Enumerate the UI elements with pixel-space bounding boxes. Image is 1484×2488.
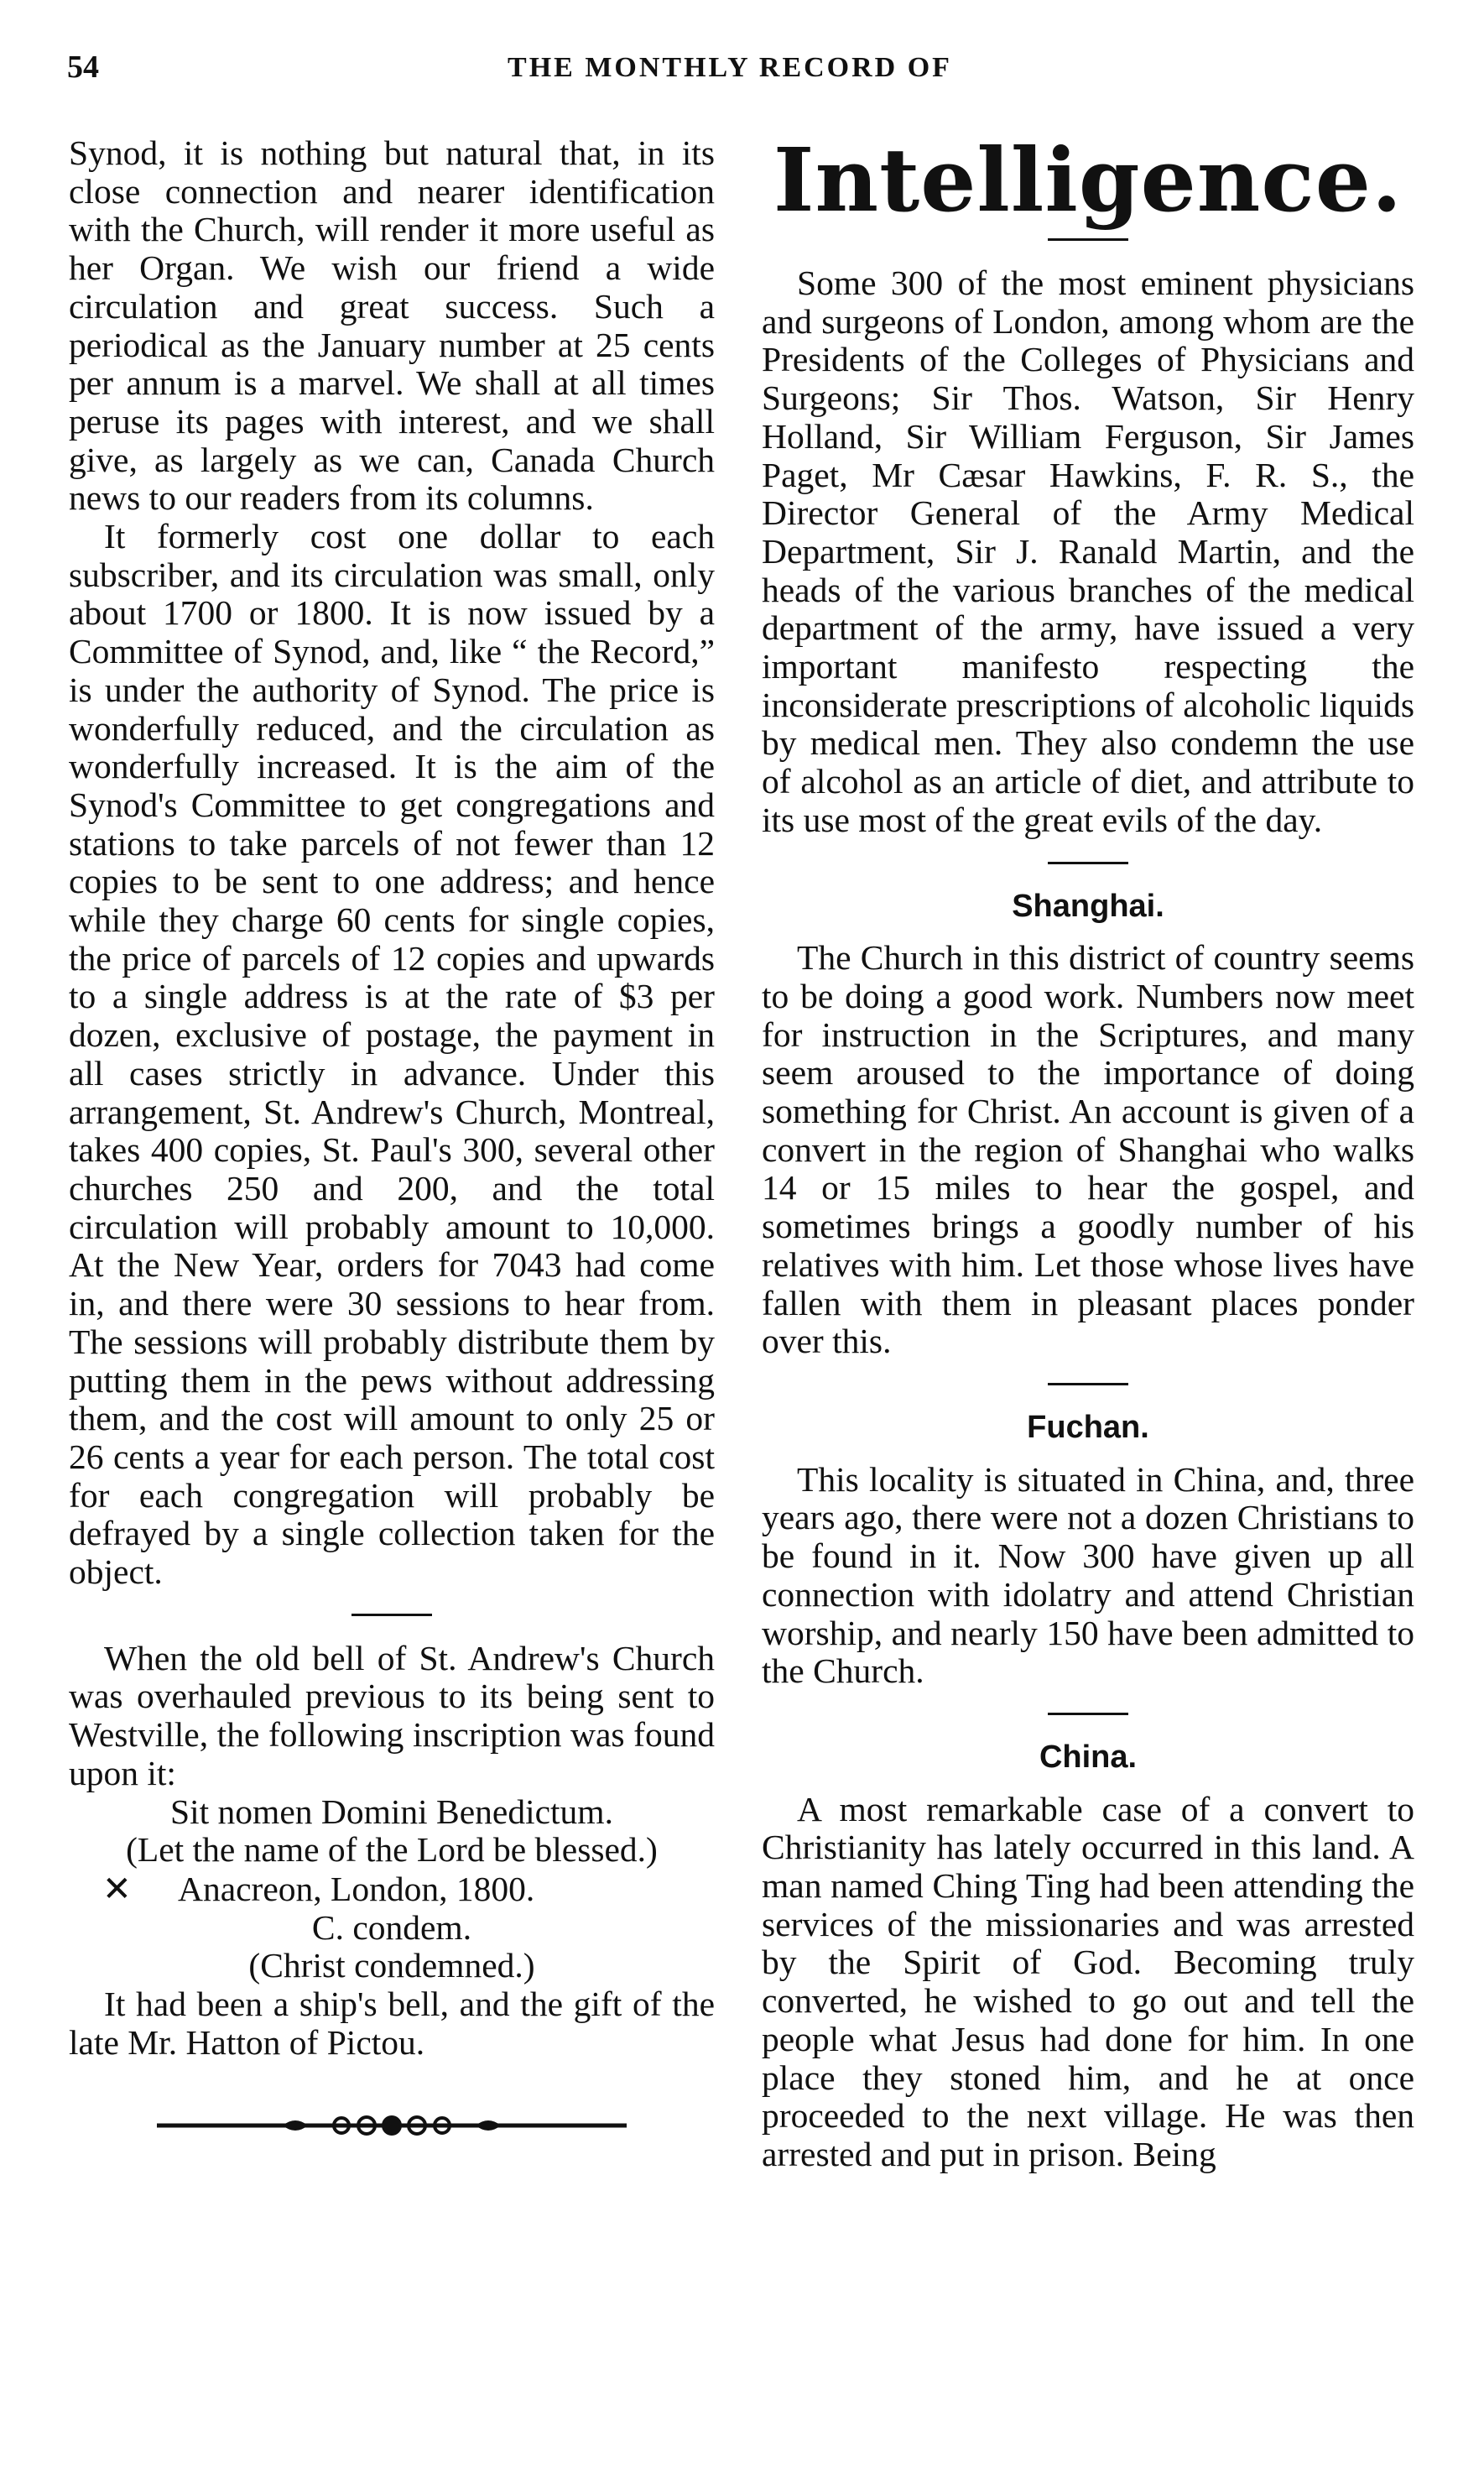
paragraph-ship-bell: It had been a ship's bell, and the gift of the late Mr. Hatton of Pictou. <box>69 1985 715 2062</box>
title-rule <box>1048 238 1128 241</box>
inscription-maker-line <box>69 1867 715 1909</box>
cross-icon: ✕ <box>102 1867 132 1909</box>
running-title: THE MONTHLY RECORD OF <box>508 52 952 83</box>
page-header <box>67 49 1393 99</box>
section-divider <box>1048 862 1128 864</box>
section-divider <box>351 1614 432 1616</box>
section-divider <box>1048 1383 1128 1385</box>
paragraph-physicians: Some 300 of the most eminent physicians and surgeons of London, among whom are the Presidents of the Colleges of Physicians and Surgeons; Sir Thos. Watson, Sir Henry Holland, Sir William Ferguson, Sir James Paget, Mr Cæsar Hawkins, F. R. S., the Director General of the Army Medical Department, Sir J. Ranald Martin, and the heads of the various branches of the medical department of the army, have issued a very important manifesto respecting the inconsiderate prescriptions of alcoholic liquids by medical men. They also condemn the use of alcohol as an article of diet, and attribute to its use most of the great evils of the day. <box>762 263 1414 839</box>
left-column <box>69 134 715 2142</box>
inscription-maker: Anacreon, London, 1800. <box>178 1869 535 1908</box>
paragraph-synod: Synod, it is nothing but natural that, in its close connection and nearer identification with the Church, will render it more useful as her Organ. We wish our friend a wide circulation and great success. Such a periodical as the January number at 25 cents per annum is a marvel. We shall at all times peruse its pages with interest, and we shall give, as largely as we can, Canada Church news to our readers from its columns. <box>69 133 715 518</box>
right-column <box>762 128 1414 2174</box>
heading-shanghai: Shanghai. <box>1012 888 1164 924</box>
ornament-divider-icon <box>157 2109 627 2142</box>
page-number: 54 <box>67 50 99 85</box>
heading-china: China. <box>1039 1739 1138 1775</box>
section-divider <box>1048 1713 1128 1715</box>
bell-inscription <box>69 1793 715 1986</box>
paragraph-shanghai: The Church in this district of country seems to be doing a good work. Numbers now meet for instruction in the Scriptures, and many seem aroused to the importance of doing something for Christ. An account is given of a convert in the region of Shanghai who walks 14 or 15 miles to hear the gospel, and sometimes brings a goodly number of his relatives with him. Let those whose lives have fallen with them in pleasant places ponder over this. <box>762 938 1414 1361</box>
paragraph-bell: When the old bell of St. Andrew's Church was overhauled previous to its being sent to Westville, the following inscription was found upon it: <box>69 1638 715 1792</box>
paragraph-circulation: It formerly cost one dollar to each subscriber, and its circulation was small, only about 1700 or 1800. It is now issued by a Committee of Synod, and, like “ the Record,” is under the authority of Synod. The price is wonderfully reduced, and the circulation as wonderfully increased. It is the aim of the Synod's Committee to get congregations and stations to take parcels of not fewer than 12 copies to be sent to one address; and hence while they charge 60 cents for single copies, the price of parcels of 12 copies and upwards to a single address is at the rate of $3 per dozen, exclusive of postage, the payment in all cases strictly in advance. Under this arrangement, St. Andrew's Church, Montreal, takes 400 copies, St. Paul's 300, several other churches 250 and 200, and the total circulation will probably amount to 10,000. At the New Year, orders for 7043 had come in, and there were 30 sessions to hear from. The sessions will probably distribute them by putting them in the pews without addressing them, and the cost will amount to only 25 or 26 cents a year for each person. The total cost for each congregation will probably be defrayed by a single collection taken for the object. <box>69 517 715 1592</box>
paragraph-fuchan: This locality is situated in China, and, three years ago, there were not a dozen Christians to be found in it. Now 300 have given up all connection with idolatry and attend Christian worship, and nearly 150 have been admitted to the Church. <box>762 1459 1414 1691</box>
inscription-translation: (Let the name of the Lord be blessed.) <box>126 1830 658 1870</box>
inscription-latin: Sit nomen Domini Benedictum. <box>170 1792 613 1831</box>
section-title-intelligence: Intelligence. <box>773 128 1403 232</box>
heading-fuchan: Fuchan. <box>1027 1409 1149 1445</box>
inscription-condem-translation: (Christ condemned.) <box>248 1946 535 1985</box>
inscription-condem: C. condem. <box>311 1907 472 1947</box>
paragraph-china: A most remarkable case of a convert to Christianity has lately occurred in this land. A man named Ching Ting had been attending the services of the missionaries and was arrested by the Spirit of God. Becoming truly converted, he wished to go out and tell the people what Jesus had done for him. In one place they stoned him, and he at once proceeded to the next village. He was then arrested and put in prison. Being <box>762 1789 1414 2173</box>
